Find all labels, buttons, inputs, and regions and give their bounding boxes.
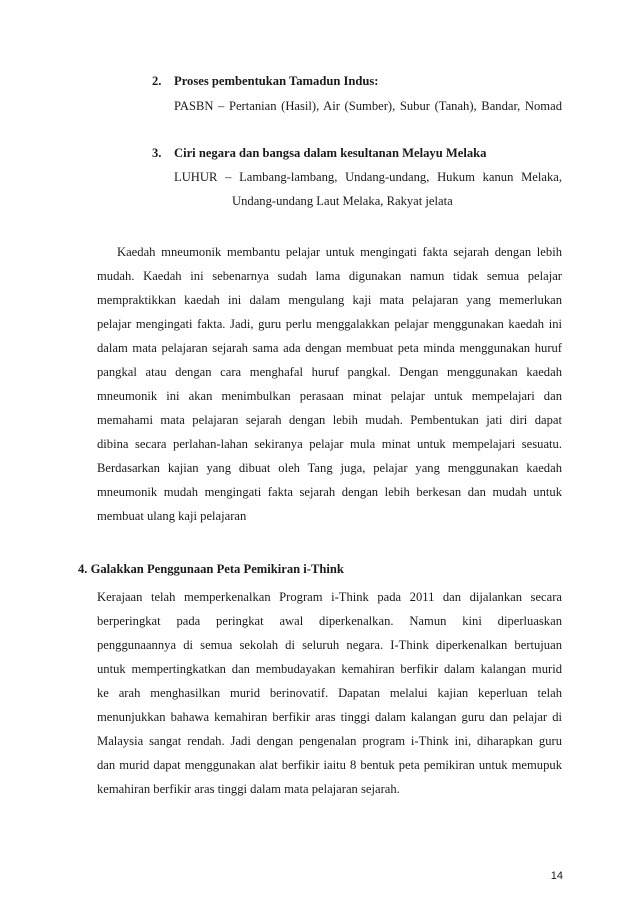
paragraph-line: untuk mempertingkatkan dan membudayakan kemahiran berfikir dalam kalangan murid xyxy=(97,662,562,676)
list-number: 2. xyxy=(152,74,162,88)
paragraph-line: dalam mata pelajaran sejarah sama ada dengan membuat peta minda menggunakan huruf xyxy=(97,341,562,355)
paragraph-line: menunjukkan bahawa kemahiran berfikir aras tinggi dalam kalangan guru dan pelajar di xyxy=(97,710,562,724)
paragraph-line: penggunaannya di semua sekolah di seluruh negara. I-Think diperkenalkan bertujuan xyxy=(97,638,562,652)
paragraph-line: dan murid dapat menggunakan alat berfikir iaitu 8 bentuk peta pemikiran untuk memupuk xyxy=(97,758,562,772)
paragraph-line: dibina secara perlahan-lahan sekiranya pelajar mula minat untuk mempelajari sesuatu. xyxy=(97,437,562,451)
paragraph-line: mudah. Kaedah ini sebenarnya sudah lama digunakan namun tidak semua pelajar xyxy=(97,269,562,283)
list-item-title: Proses pembentukan Tamadun Indus: xyxy=(174,74,379,88)
list-item-line: LUHUR – Lambang-lambang, Undang-undang, Hukum kanun Melaka, xyxy=(174,170,562,184)
paragraph-line: pelajar mengingati fakta. Jadi, guru perlu menggalakkan pelajar menggunakan kaedah ini xyxy=(97,317,562,331)
page-number: 14 xyxy=(550,870,563,882)
paragraph-line: membuat ulang kaji pelajaran xyxy=(97,509,247,523)
paragraph-line: mempraktikkan kaedah ini dalam mengulang kaji mata pelajaran yang memerlukan xyxy=(97,293,562,307)
paragraph-line: kemahiran berfikir aras tinggi dalam mata pelajaran sejarah. xyxy=(97,782,400,796)
paragraph-line: memahami mata pelajaran sejarah dengan lebih mudah. Pembentukan jati diri dapat xyxy=(97,413,562,427)
list-item-line: PASBN – Pertanian (Hasil), Air (Sumber), Subur (Tanah), Bandar, Nomad xyxy=(174,99,562,113)
paragraph-line: mneumonik mudah mengingati fakta sejarah dengan lebih berkesan dan mudah untuk xyxy=(97,485,562,499)
section-heading: 4. Galakkan Penggunaan Peta Pemikiran i-Think xyxy=(78,562,344,576)
list-item-line: Undang-undang Laut Melaka, Rakyat jelata xyxy=(232,194,453,208)
paragraph-line: berperingkat pada peringkat awal diperkenalkan. Namun kini diperluaskan xyxy=(97,614,562,628)
paragraph-line: ke arah menghasilkan murid berinovatif. Dapatan melalui kajian keperluan telah xyxy=(97,686,562,700)
paragraph-line: Kerajaan telah memperkenalkan Program i-Think pada 2011 dan dijalankan secara xyxy=(97,590,562,604)
paragraph-line: Berdasarkan kajian yang dibuat oleh Tang juga, pelajar yang menggunakan kaedah xyxy=(97,461,562,475)
paragraph-line: mneumonik ini akan menimbulkan perasaan minat pelajar untuk mempelajari dan xyxy=(97,389,562,403)
paragraph-line: pangkal atau dengan cara menghafal huruf pangkal. Dengan menggunakan kaedah xyxy=(97,365,562,379)
list-number: 3. xyxy=(152,146,162,160)
paragraph-line: Malaysia sangat rendah. Jadi dengan pengenalan program i-Think ini, diharapkan guru xyxy=(97,734,562,748)
list-item-title: Ciri negara dan bangsa dalam kesultanan Melayu Melaka xyxy=(174,146,487,160)
paragraph-line: Kaedah mneumonik membantu pelajar untuk mengingati fakta sejarah dengan lebih xyxy=(117,245,562,259)
